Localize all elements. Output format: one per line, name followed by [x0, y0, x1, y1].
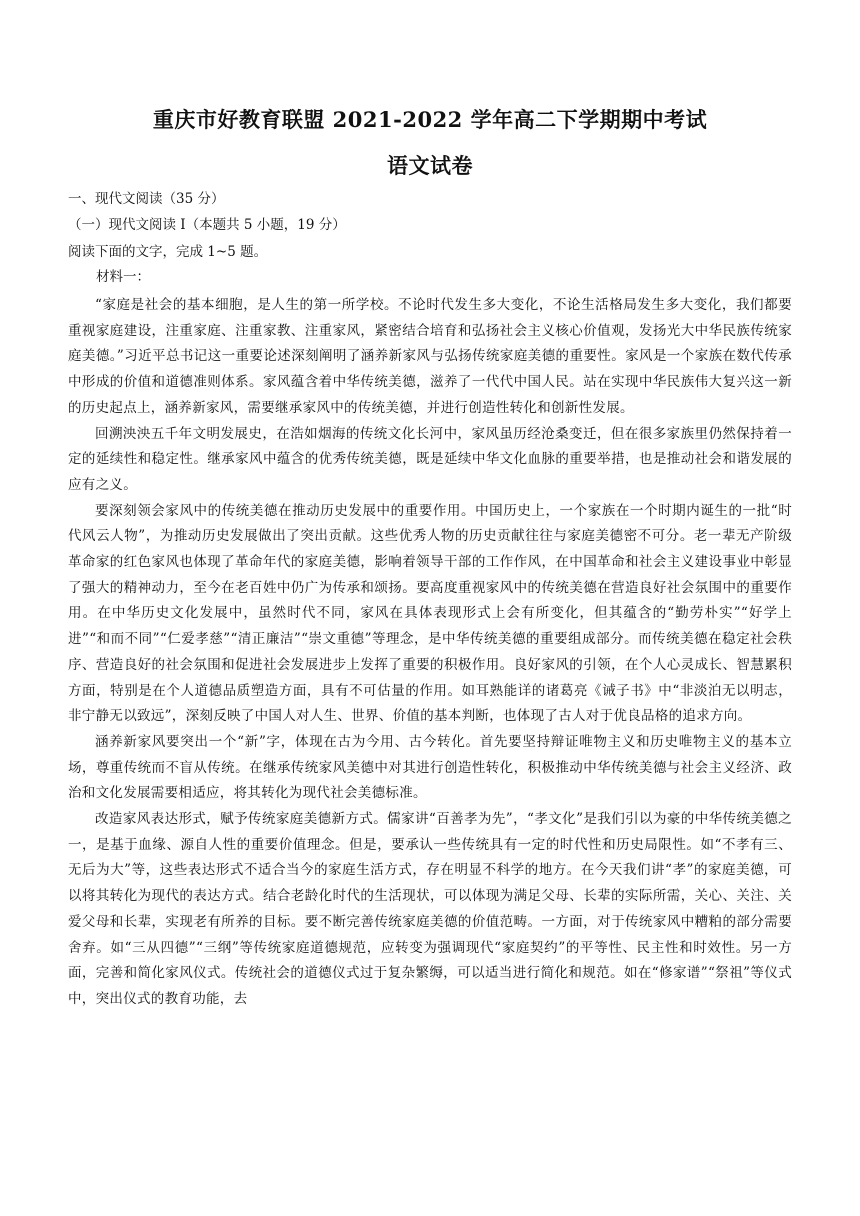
- material-label: 材料一：: [96, 269, 150, 285]
- passage-paragraph: “家庭是社会的基本细胞，是人生的第一所学校。不论时代发生多大变化，不论生活格局发生多大变化，我们都要重视家庭建设，注重家庭、注重家教、注重家风，紧密结合培育和弘扬社会主义核心价值观，发扬光大中华民族传统家庭美德。”习近平总书记这一重要论述深刻阐明了涵养新家风与弘扬传统家庭美德的重要性。家风是一个家族在数代传承中形成的价值和道德准则体系。家风蕴含着中华传统美德，滋养了一代代中国人民。站在实现中华民族伟大复兴这一新的历史起点上，涵养新家风，需要继承家风中的传统美德，并进行创造性转化和创新性发展。: [68, 297, 792, 416]
- passage-paragraph: 回溯泱泱五千年文明发展史，在浩如烟海的传统文化长河中，家风虽历经沧桑变迁，但在很多家族里仍然保持着一定的延续性和稳定性。继承家风中蕴含的优秀传统美德，既是延续中华文化血脉的重要举措，也是推动社会和谐发展的应有之义。: [68, 425, 792, 493]
- exam-title: 重庆市好教育联盟 2021-2022 学年高二下学期期中考试: [152, 107, 708, 132]
- passage-paragraph: 改造家风表达形式，赋予传统家庭美德新方式。儒家讲“百善孝为先”，“孝文化”是我们引以为豪的中华传统美德之一，是基于血缘、源自人性的重要价值理念。但是，要承认一些传统具有一定的时代性和历史局限性。如“不孝有三、无后为大”等，这些表达形式不适合当今的家庭生活方式，存在明显不科学的地方。在今天我们讲“孝”的家庭美德，可以将其转化为现代的表达方式。结合老龄化时代的生活现状，可以体现为满足父母、长辈的实际所需，关心、关注、关爱父母和长辈，实现老有所养的目标。要不断完善传统家庭美德的价值范畴。一方面，对于传统家风中糟粕的部分需要舍弃。如“三从四德”“三纲”等传统家庭道德规范，应转变为强调现代“家庭契约”的平等性、民主性和时效性。另一方面，完善和简化家风仪式。传统社会的道德仪式过于复杂繁缛，可以适当进行简化和规范。如在“修家谱”“祭祖”等仪式中，突出仪式的教育功能，去: [68, 811, 792, 1007]
- section-heading: 一、现代文阅读（35 分）: [68, 191, 225, 207]
- subsection-heading: （一）现代文阅读 I（本题共 5 小题，19 分）: [68, 217, 346, 233]
- passage-paragraph: 涵养新家风要突出一个“新”字，体现在古为今用、古今转化。首先要坚持辩证唯物主义和历史唯物主义的基本立场，尊重传统而不盲从传统。在继承传统家风美德中对其进行创造性转化，积极推动中华传统美德与社会主义经济、政治和文化发展需要相适应，将其转化为现代社会美德标准。: [68, 733, 792, 802]
- passage-paragraph: 要深刻领会家风中的传统美德在推动历史发展中的重要作用。中国历史上，一个家族在一个时期内诞生的一批“时代风云人物”，为推动历史发展做出了突出贡献。这些优秀人物的历史贡献往往与家庭美德密不可分。老一辈无产阶级革命家的红色家风也体现了革命年代的家庭美德，影响着领导干部的工作作风，在中国革命和社会主义建设事业中彰显了强大的精神动力，至今在老百姓中仍广为传承和颂扬。要高度重视家风中的传统美德在营造良好社会氛围中的重要作用。在中华历史文化发展中，虽然时代不同，家风在具体表现形式上会有所变化，但其蕴含的“勤劳朴实”“好学上进”“和而不同”“仁爱孝慈”“清正廉洁”“崇文重德”等理念，是中华传统美德的重要组成部分。而传统美德在稳定社会秩序、营造良好的社会氛围和促进社会发展进步上发挥了重要的积极作用。良好家风的引领，在个人心灵成长、智慧累积方面，特别是在个人道德品质塑造方面，具有不可估量的作用。如耳熟能详的诸葛亮《诫子书》中“非淡泊无以明志，非宁静无以致远”，深刻反映了中国人对人生、世界、价值的基本判断，也体现了古人对于优良品格的追求方向。: [68, 502, 792, 725]
- passage-body: [68, 293, 792, 1013]
- reading-instruction: 阅读下面的文字，完成 1~5 题。: [68, 244, 268, 260]
- exam-subtitle: 语文试卷: [387, 153, 473, 178]
